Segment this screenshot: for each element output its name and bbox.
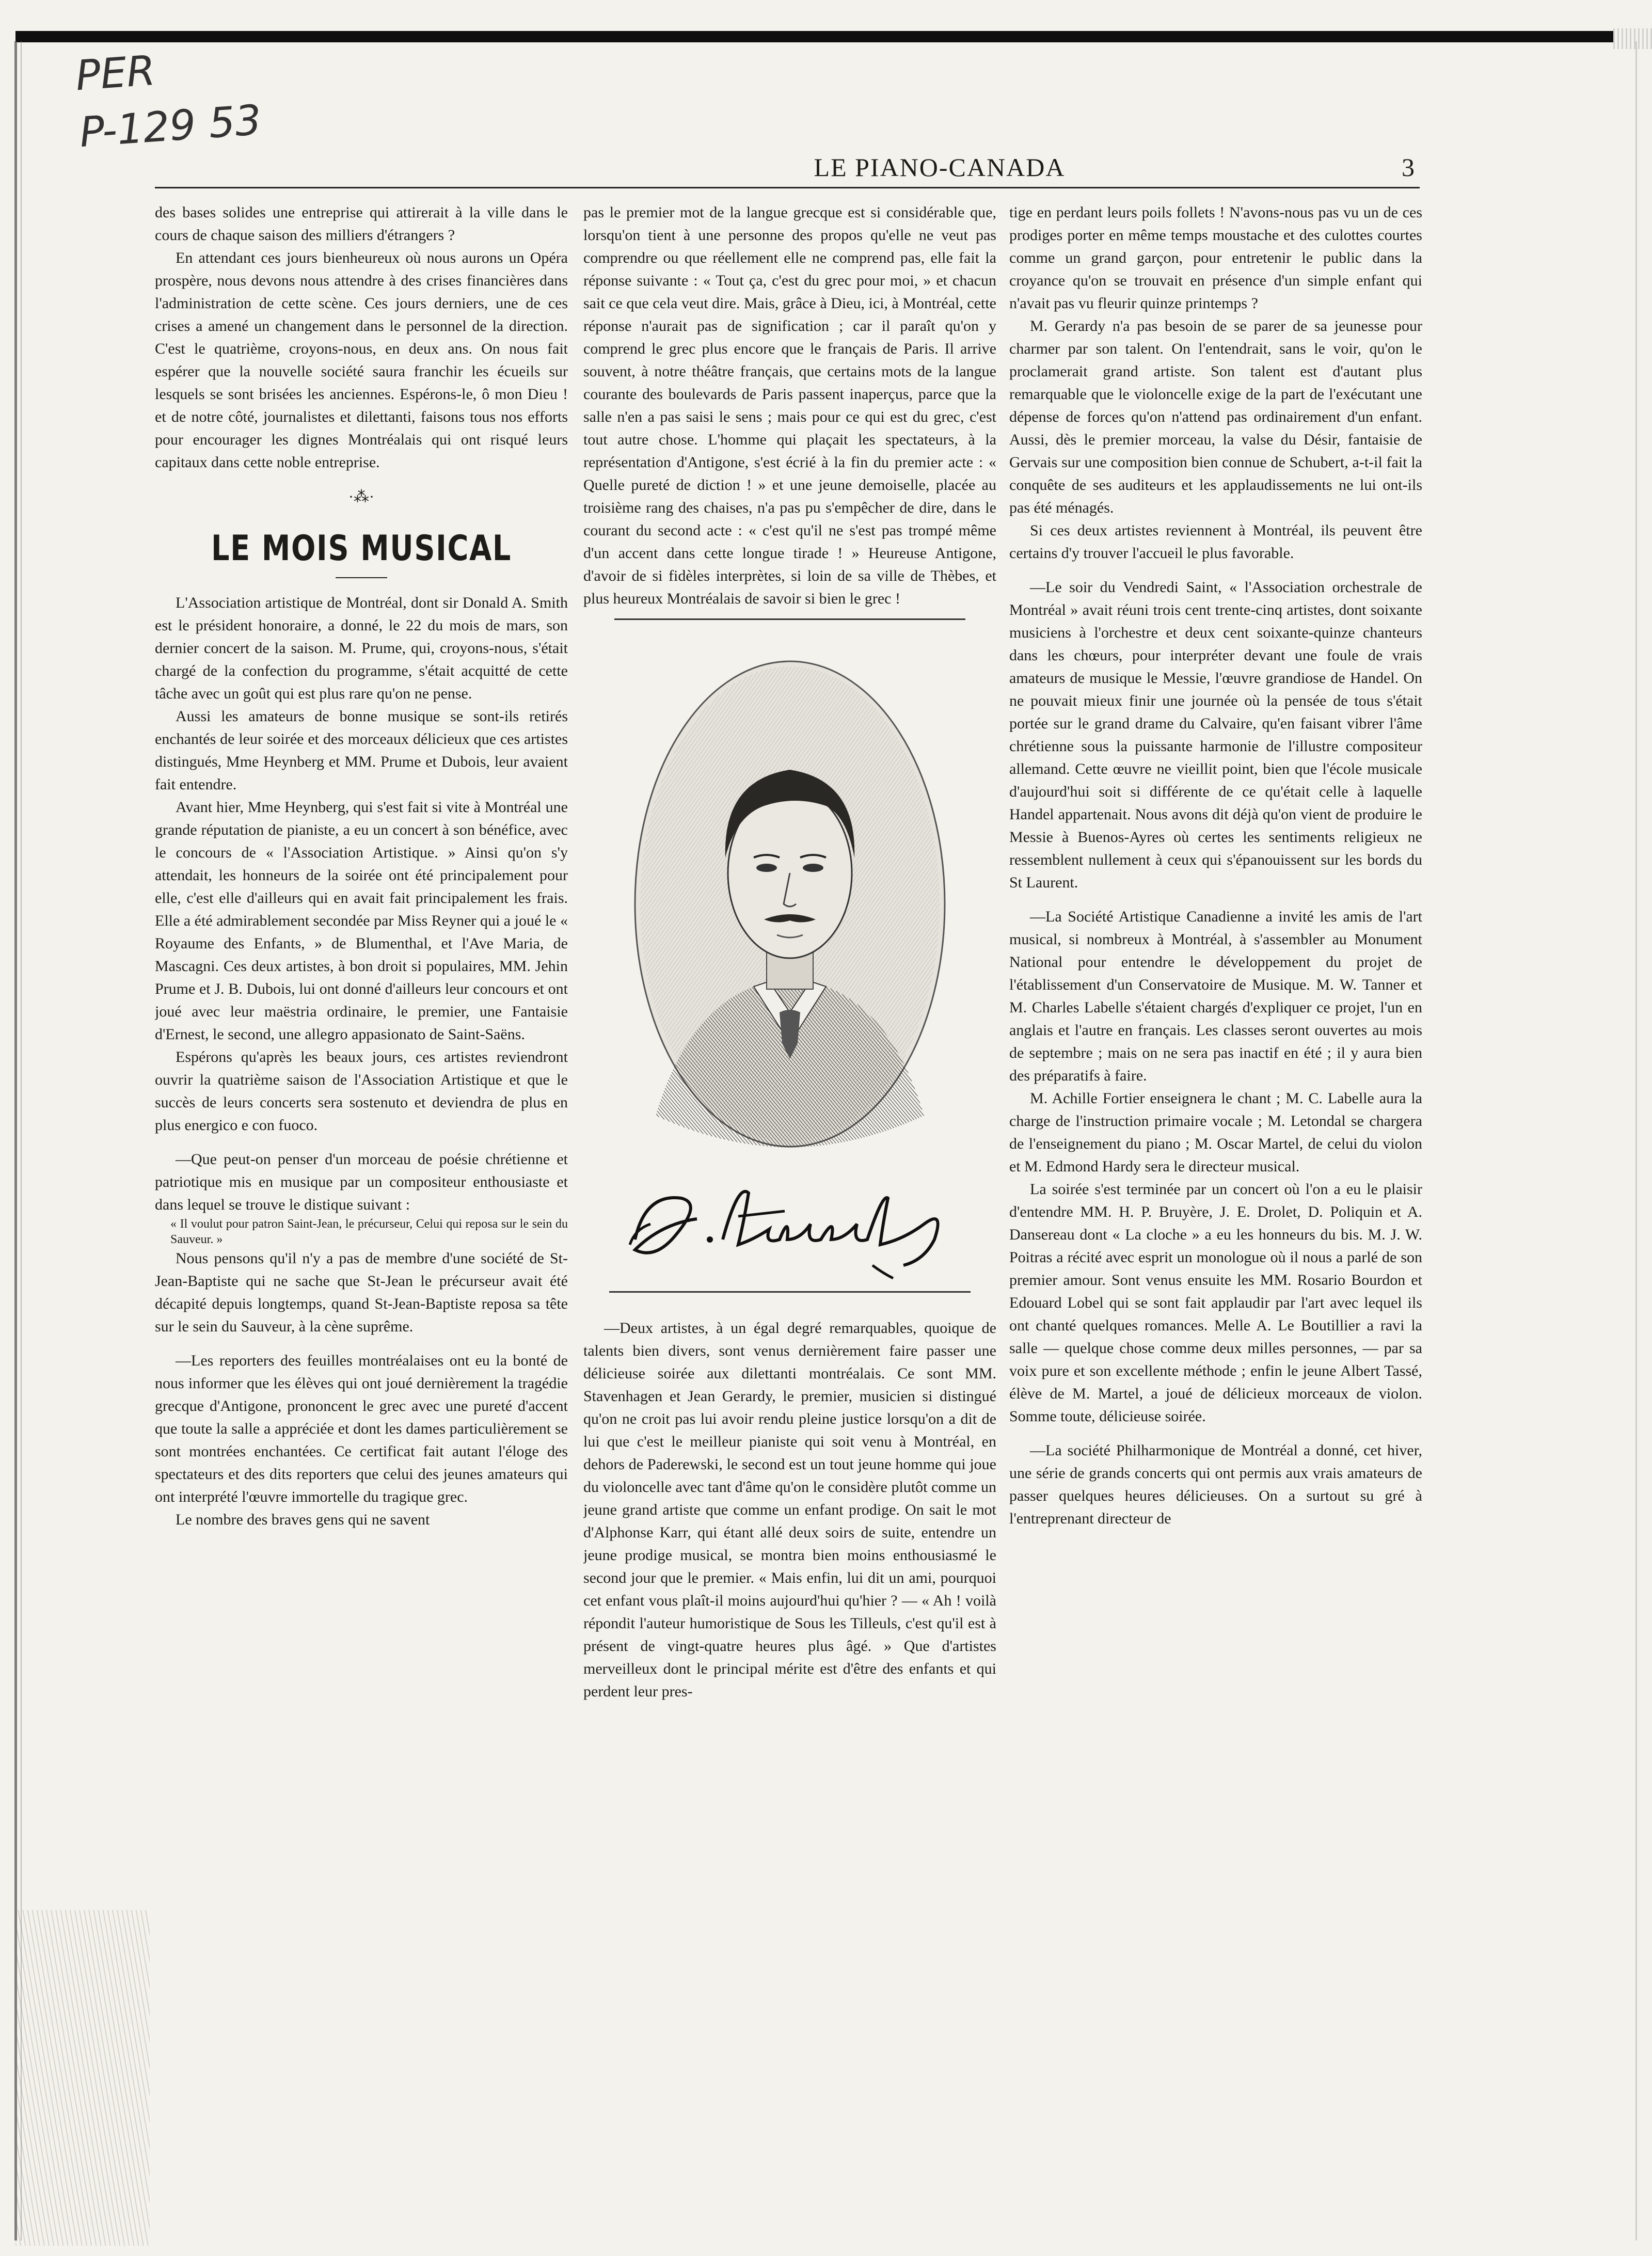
portrait-block [583, 620, 996, 1307]
right-page-edge [1635, 41, 1637, 2241]
page-number: 3 [1402, 153, 1415, 182]
paragraph: pas le premier mot de la langue grecque est si considérable que, lorsqu'on tient à une personne des propos qu'elle ne veut pas comprendre ou que réellement elle ne comprend pas, elle fait la réponse suivante : « Tout ça, c'est du grec pour moi, » et chacun sait ce que cela veut dire. Mais, grâce à Dieu, ici, à Montréal, cette réponse n'aurait pas de signification ; car il paraît qu'on y comprend le grec plus encore que le français de Paris. Il arrive souvent, à notre théâtre français, que certains mots de la langue courante des boulevards de Paris passent inaperçus, parce que la salle n'en a pas saisi le sens ; mais pour ce qui est du grec, c'est tout autre chose. L'homme qui plaçait les spectateurs, à la représentation d'Antigone, s'est écrié à la fin du premier acte : « Quelle pureté de diction ! » et une jeune demoiselle, placée au troisième rang des chaises, n'a pas pu s'empêcher de dire, dans le courant du second acte : « c'est qu'il ne s'est pas trompé même d'un accent dans cette longue tirade ! » Heureuse Antigone, d'avoir de si fidèles interprètes, si loin de sa ville de Thèbes, et plus heureux Montréalais de savoir si bien le grec ! [583, 204, 996, 607]
scan-stain [15, 1910, 150, 2246]
paragraph: Nous pensons qu'il n'y a pas de membre d'une société de St-Jean-Baptiste qui ne sache que St-Jean le précurseur avait été décapité depuis longtemps, quand St-Jean-Baptiste reposa sa tête sur le sein du Sauveur, à la cène suprême. [155, 1250, 568, 1335]
column-3 [1009, 201, 1422, 2235]
paragraph: En attendant ces jours bienheureux où nous aurons un Opéra prospère, nous devons nous attendre à des crises financières dans l'administration de cette scène. Ces jours derniers, une de ces crises a amené un changement dans le personnel de la direction. C'est le quatrième, croyons-nous, en deux ans. On nous fait espérer que la nouvelle société saura franchir les écueils sur lesquels se sont brisées les anciennes. Espérons-le, ô mon Dieu ! et de notre côté, journalistes et dilettanti, faisons tous nos efforts pour encourager les dignes Montréalais qui ont risqué leurs capitaux dans cette noble entreprise. [155, 249, 568, 471]
paragraph: —Le soir du Vendredi Saint, « l'Association orchestrale de Montréal » avait réuni trois cent trente-cinq artistes, dont soixante musiciens à l'orchestre et deux cent soixante-quinze chanteurs dans les chœurs, pour interpréter devant une foule de vrais amateurs de musique le Messie, l'œuvre grandiose de Handel. On ne pouvait mieux finir une journée où la pensée de tous s'était portée sur le grand drame du Calvaire, qu'en faisant vibrer l'âme chrétienne sous la puissante harmonie de l'illustre compositeur allemand. Cette œuvre ne vieillit point, bien que l'école musicale d'aujourd'hui soit si différente de ce qu'était celle à laquelle Handel appartenait. Nous avons dit déjà qu'on vient de produire le Messie à Buenos-Ayres où certes les sentiments religieux ne ressemblent nullement à ceux qui s'épanouissent sur les bords du St Laurent. [1009, 579, 1422, 891]
paragraph: —Que peut-on penser d'un morceau de poésie chrétienne et patriotique mis en musique par un compositeur enthousiaste et dans lequel se trouve le distique suivant : [155, 1151, 568, 1213]
archive-note-line1: PER [74, 46, 157, 100]
section-title: LE MOIS MUSICAL [211, 528, 512, 569]
archive-handwritten-note [74, 35, 263, 161]
paragraph: —Deux artistes, à un égal degré remarquables, quoique de talents bien divers, sont venus dernièrement faire passer une délicieuse soirée aux dilettanti montréalais. Ce sont MM. Stavenhagen et Jean Gerardy, le premier, musicien si distingué qu'on ne croit pas lui avoir rendu pleine justice lorsqu'on a dit de lui que c'est le meilleur pianiste qui soit venu à Montréal, en dehors de Paderewski, le second est un tout jeune homme qui joue du violoncelle avec tant d'âme qu'on le considère plutôt comme un jeune grand artiste que comme un enfant prodige. On sait le mot d'Alphonse Karr, qui étant allé deux soirs de suite, entendre un jeune prodige musical, se montra bien moins enthousiasmé le second jour que le premier. « Mais enfin, lui dit un ami, pourquoi cet enfant vous plaît-il moins aujourd'hui qu'hier ? — « Ah ! voilà répondit l'auteur humoristique de Sous les Tilleuls, c'est qu'il est à présent de vingt-quatre heures plus âgé. » Que d'artistes merveilleux dont le principal mérite est d'être des enfants et qui perdent leur pres- [583, 1320, 996, 1700]
verse-quote: « Il voulut pour patron Saint-Jean, le précurseur, Celui qui reposa sur le sein du Sauveur. » [170, 1217, 568, 1246]
paragraph: Aussi les amateurs de bonne musique se sont-ils retirés enchantés de leur soirée et des morceaux délicieux que ces artistes distingués, Mme Heynberg et MM. Prume et Dubois, leur avaient fait entendre. [155, 708, 568, 793]
section-underline [336, 577, 387, 578]
paragraph: M. Gerardy n'a pas besoin de se parer de sa jeunesse pour charmer par son talent. On l'entendrait, sans le voir, qu'on le proclamerait grand artiste. Son talent est d'autant plus remarquable que le violoncelle exige de la part de l'exécutant une dépense de forces qu'on n'attend pas ordinairement d'un enfant. Aussi, dès le premier morceau, la valse du Désir, fantaisie de Gervais sur une composition bien connue de Schubert, a-t-il fait la conquête de ses auditeurs et les applaudissements ne lui ont-ils pas été ménagés. [1009, 317, 1422, 516]
paragraph: —La Société Artistique Canadienne a invité les amis de l'art musical, si nombreux à Montréal, à s'assembler au Monument National pour entendre le développement du projet de l'établissement d'un Conservatoire de Musique. M. W. Tanner et M. Charles Labelle s'étaient chargés d'expliquer ce projet, l'un en anglais et l'autre en français. Les classes seront ouvertes au mois de septembre ; mais on ne sera pas inactif en été ; il y aura bien des préparatifs à faire. [1009, 908, 1422, 1084]
paragraph: tige en perdant leurs poils follets ! N'avons-nous pas vu un de ces prodiges porter en même temps moustache et des culottes courtes comme un grand garçon, pour entretenir le public dans la croyance qu'on se trouvait en présence d'un simple enfant qui n'avait pas vu fleurir quinze printemps ? [1009, 204, 1422, 312]
column-2 [583, 201, 996, 2235]
column-rule [609, 1291, 971, 1293]
paragraph: L'Association artistique de Montréal, dont sir Donald A. Smith est le président honoraire, a donné, le 22 du mois de mars, son dernier concert de la saison. M. Prume, qui, croyons-nous, s'était chargé de la confection du programme, s'était acquitté de cette tâche avec un goût qui est plus rare qu'on ne pense. [155, 594, 568, 702]
paragraph: M. Achille Fortier enseignera le chant ; M. C. Labelle aura la charge de l'instruction primaire vocale ; M. Letondal se chargera de l'enseignement du piano ; M. Oscar Martel, de celui du violon et M. Edmond Hardy sera le directeur musical. [1009, 1090, 1422, 1175]
paragraph: La soirée s'est terminée par un concert où l'on a eu le plaisir d'entendre MM. H. P. Bruyère, J. E. Drolet, D. Poliquin et A. Dansereau dont « La cloche » a eu les honneurs du bis. M. J. W. Poitras a récité avec esprit un monologue où il nous a parlé de son premier amour. Sont venus ensuite les MM. Rosario Bourdon et Edouard Lobel qui se sont fait applaudir par l'art avec lequel ils ont chanté quelques romances. Melle A. Le Boutillier a ravi la salle — quelque chose comme deux milles personnes, — par sa voix pure et son excellente méthode ; enfin le jeune Albert Tassé, élève de M. Martel, a joué de délicieux morceaux de violon. Somme toute, délicieuse soirée. [1009, 1181, 1422, 1425]
scan-edge-artifact [1613, 28, 1652, 49]
paragraph: Avant hier, Mme Heynberg, qui s'est fait si vite à Montréal une grande réputation de pianiste, a eu un concert à son bénéfice, avec le concours de « l'Association Artistique. » Ainsi qu'on s'y attendait, les honneurs de la soirée ont été principalement pour elle, c'est elle d'ailleurs qui en avait fait principalement les frais. Elle a été admirablement secondée par Miss Reyner qui a joué le « Royaume des Enfants, » de Blumenthal, et l'Ave Maria, de Mascagni. Ces deux artistes, à bon droit si populaires, MM. Jehin Prume et J. B. Dubois, lui ont donné d'ailleurs leur concours et ont joué avec leur maëstria ordinaire, le premier, une Fantaisie d'Ernest, le second, une allegro appasionato de Saint-Saëns. [155, 799, 568, 1043]
signature [614, 1162, 965, 1281]
running-head: LE PIANO-CANADA [814, 153, 1066, 182]
header-rule [155, 187, 1420, 188]
paragraph: des bases solides une entreprise qui attirerait à la ville dans le cours de chaque saison des milliers d'étrangers ? [155, 204, 568, 244]
paragraph: —Les reporters des feuilles montréalaises ont eu la bonté de nous informer que les élèves qui ont joué dernièrement la tragédie grecque d'Antigone, prononcent le grec avec une pureté d'accent que toute la salle a appréciée et dont les dames particulièrement se sont montrées enchantées. Ce certificat fait autant l'éloge des spectateurs et des dits reporters que celui des jeunes amateurs qui ont interprété l'œuvre immortelle du tragique grec. [155, 1352, 568, 1505]
column-1 [155, 201, 568, 2235]
archive-note-line2: P-129 53 [77, 96, 263, 157]
paragraph: Le nombre des braves gens qui ne savent [176, 1511, 430, 1528]
paragraph: Si ces deux artistes reviennent à Montréal, ils peuvent être certains d'y trouver l'accueil le plus favorable. [1009, 522, 1422, 562]
section-ornament: ·⁂· [348, 488, 374, 505]
paragraph: Espérons qu'après les beaux jours, ces artistes reviendront ouvrir la quatrième saison de l'Association Artistique et que le succès de leurs concerts sera sostenuto et deviendra de plus en plus energico e con fuoco. [155, 1048, 568, 1134]
portrait-engraving [625, 651, 955, 1157]
paragraph: —La société Philharmonique de Montréal a donné, cet hiver, une série de grands concerts qui ont permis aux vrais amateurs de passer quelques heures délicieuses. On a surtout su gré à l'entreprenant directeur de [1009, 1442, 1422, 1527]
